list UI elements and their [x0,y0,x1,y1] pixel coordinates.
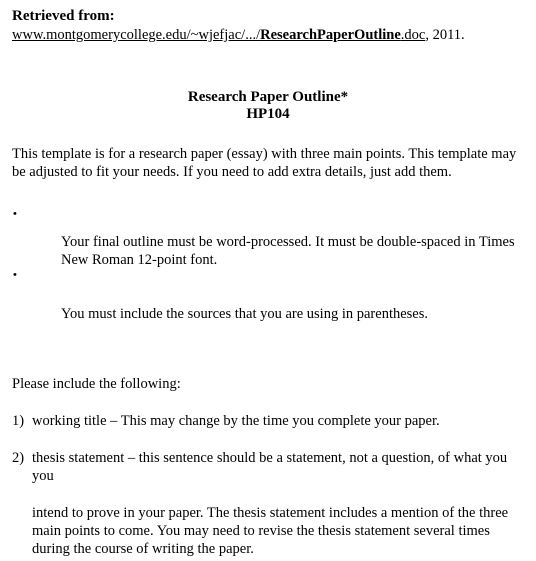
list-item-text: thesis statement – this sentence should be a statement, not a question, of what you [32,450,508,466]
list-item-thesis [12,449,507,467]
list-item-thesis-continuation: you [32,468,54,484]
source-year: , 2011. [425,27,465,43]
bullet-text-formatting: Your final outline must be word-processed. It must be double-spaced in Times New Roman 12-point font. [61,234,515,268]
list-number: 2) [12,450,25,466]
document-code: HP104 [246,106,290,122]
source-url-prefix[interactable]: www.montgomerycollege.edu/~wjefjac/.../ [12,27,261,43]
document-title: Research Paper Outline* [187,89,349,105]
source-url-extension[interactable]: .doc [400,27,426,43]
source-url[interactable] [12,26,465,44]
retrieved-from-label: Retrieved from: [12,8,115,24]
list-item-working-title [12,412,440,430]
intro-paragraph: This template is for a research paper (essay) with three main points. This template may be adjusted to fit your needs. If you need to add extra details, just add them. [12,146,517,180]
bullet-icon: • [13,208,17,220]
list-number: 1) [12,413,25,429]
list-item-text: working title – This may change by the time you complete your paper. [32,413,440,429]
instructions-lead: Please include the following: [12,376,181,392]
thesis-explanation-paragraph: intend to prove in your paper. The thesis statement includes a mention of the three main points to come. You may need to revise the thesis statement several times during the course of writing the paper. [32,505,509,557]
bullet-text-sources: You must include the sources that you are using in parentheses. [61,306,429,322]
source-url-filename[interactable]: ResearchPaperOutline [260,27,401,43]
bullet-icon: • [13,269,17,281]
